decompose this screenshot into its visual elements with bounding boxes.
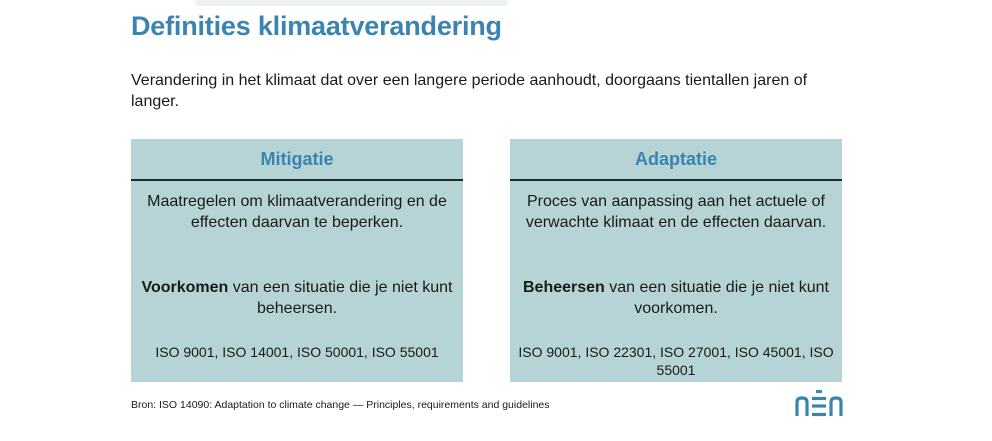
top-decorative-strip bbox=[195, 0, 508, 6]
mitigation-standards: ISO 9001, ISO 14001, ISO 50001, ISO 55001 bbox=[155, 344, 439, 360]
adaptation-standards: ISO 9001, ISO 22301, ISO 27001, ISO 45001, ISO 55001 bbox=[518, 344, 834, 378]
slide-title: Definities klimaatverandering bbox=[131, 11, 502, 41]
adaptation-card-header bbox=[510, 139, 842, 181]
mitigation-card-body bbox=[131, 181, 463, 233]
adaptation-card bbox=[510, 139, 842, 382]
mitigation-emphasis bbox=[139, 277, 455, 319]
adaptation-card-body bbox=[510, 181, 842, 233]
adaptation-emphasis-rest: van een situatie die je niet kunt voorkomen. bbox=[604, 279, 829, 317]
mitigation-card bbox=[131, 139, 463, 382]
mitigation-description: Maatregelen om klimaatverandering en de effecten daarvan te beperken. bbox=[147, 193, 447, 231]
mitigation-emphasis-word: Voorkomen bbox=[141, 279, 229, 296]
intro-text: Verandering in het klimaat dat over een langere periode aanhoudt, doorgaans tientallen jaren of langer. bbox=[131, 72, 808, 110]
source-citation: Bron: ISO 14090: Adaptation to climate change — Principles, requirements and guidelines bbox=[131, 399, 550, 411]
adaptation-emphasis-word: Beheersen bbox=[523, 279, 605, 296]
adaptation-title: Adaptatie bbox=[634, 148, 717, 169]
adaptation-emphasis bbox=[518, 277, 834, 319]
mitigation-title: Mitigatie bbox=[260, 148, 334, 169]
mitigation-emphasis-rest: van een situatie die je niet kunt beheersen. bbox=[228, 279, 453, 317]
mitigation-card-header bbox=[131, 139, 463, 181]
nen-logo bbox=[795, 390, 843, 418]
adaptation-description: Proces van aanpassing aan het actuele of verwachte klimaat en de effecten daarvan. bbox=[525, 193, 827, 231]
